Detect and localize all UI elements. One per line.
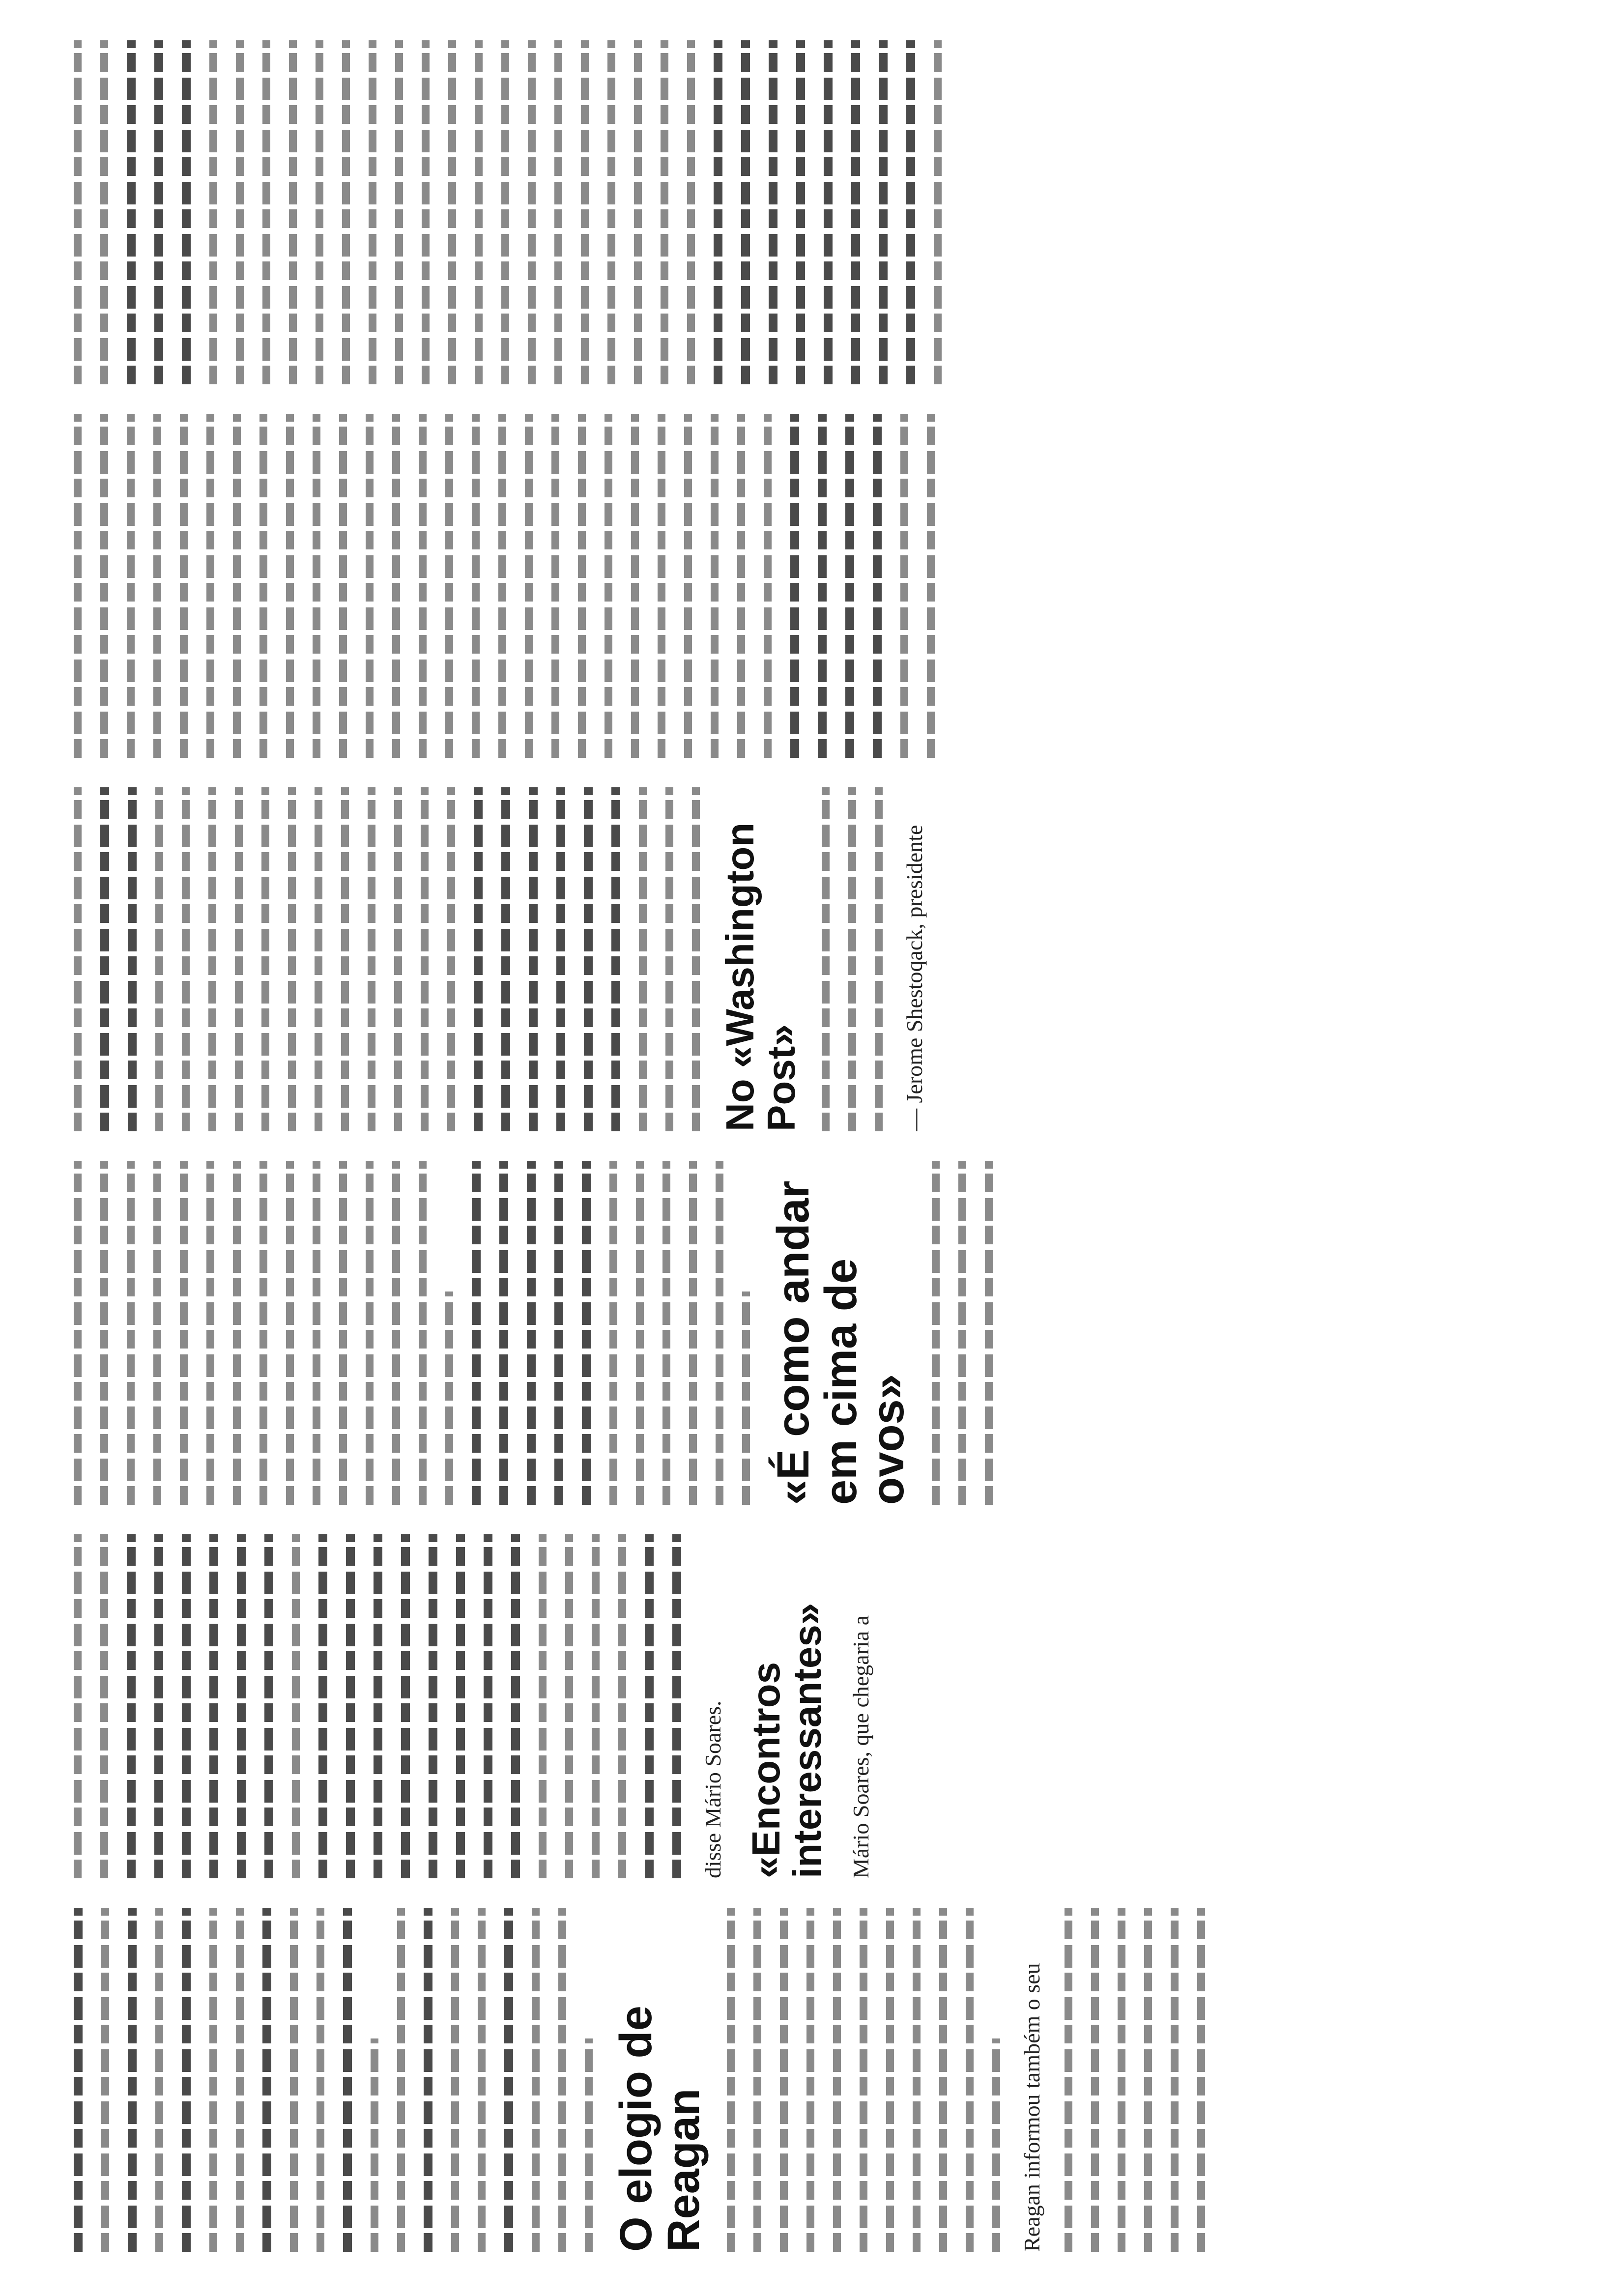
column-1 (74, 1908, 1548, 2252)
column-5 (74, 414, 1548, 758)
article-columns (74, 40, 1548, 2252)
fragment-jerome-shestoqack: — Jerome Shestoqack, presidente (902, 825, 927, 1131)
column-6 (74, 40, 1548, 384)
heading-encontros-interessantes: «Encontros interessantes» (744, 1603, 829, 1878)
column-2 (74, 1534, 1548, 1878)
fragment-reagan-informou: Reagan informou também o seu (1019, 1963, 1045, 2252)
heading-washington-post: No «Washington Post» (718, 822, 803, 1131)
fragment-mario-soares-chegaria: Mário Soares, que chegaria a (848, 1615, 873, 1878)
heading-como-andar-ovos: «É como andar em cima de ovos» (768, 1180, 914, 1505)
column-3 (74, 1161, 1548, 1505)
heading-elogio-reagan: O elogio de Reagan (611, 2006, 709, 2252)
column-4 (74, 787, 1548, 1131)
fragment-disse-mario-soares: disse Mário Soares. (700, 1700, 725, 1878)
